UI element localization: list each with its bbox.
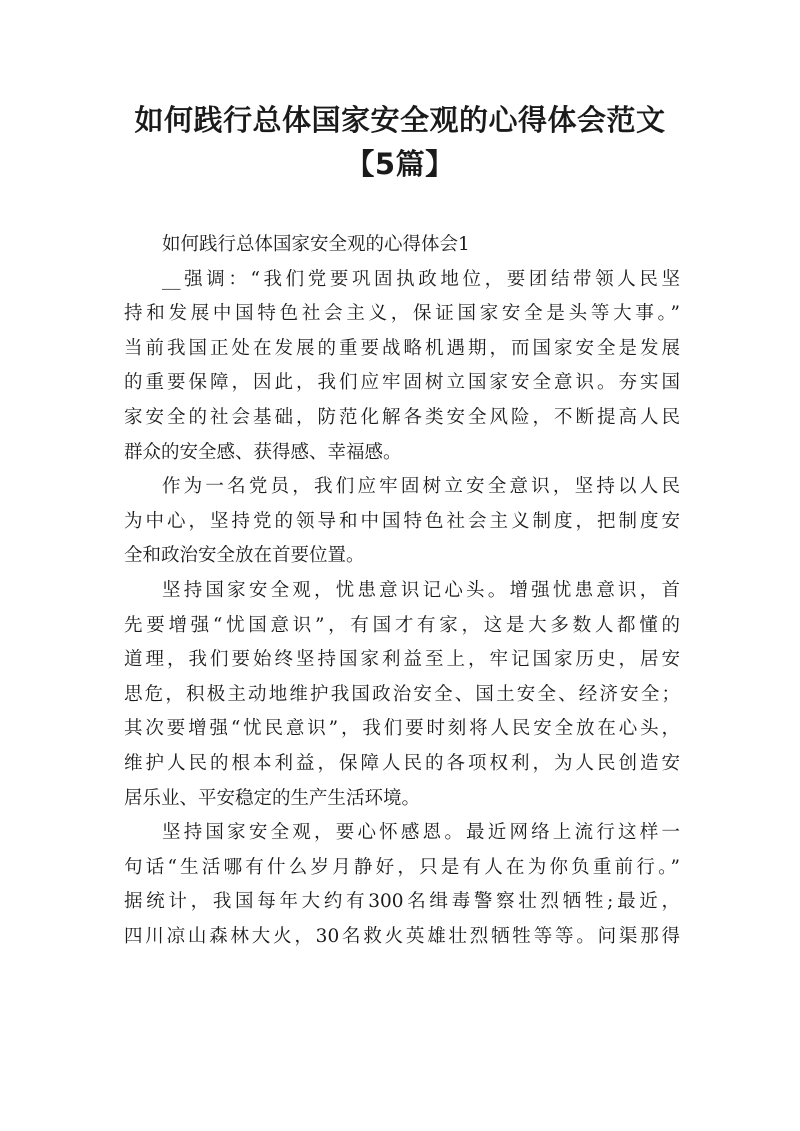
body-text-line: 居乐业、平安稳定的生产生活环境。 (124, 787, 421, 809)
body-text-line: 持和发展中国特色社会主义，保证国家安全是头等大事。” (124, 303, 680, 325)
body-text-line: 当前我国正处在发展的重要战略机遇期，而国家安全是发展 (124, 337, 680, 359)
body-text-line: 四川凉山森林大火，30名救火英雄壮烈牺牲等等。问渠那得 (124, 925, 680, 947)
body-text-line: __强调：“我们党要巩固执政地位，要团结带领人民坚 (162, 268, 680, 290)
body-text-line: 坚持国家安全观，忧患意识记心头。增强忧患意识，首 (162, 579, 680, 601)
body-text-line: 坚持国家安全观，要心怀感恩。最近网络上流行这样一 (162, 822, 680, 844)
body-text-line: 为中心，坚持党的领导和中国特色社会主义制度，把制度安 (124, 510, 680, 532)
body-text-line: 维护人民的根本利益，保障人民的各项权利，为人民创造安 (124, 752, 680, 774)
body-text-line: 全和政治安全放在首要位置。 (124, 545, 365, 567)
body-text-line: 句话“生活哪有什么岁月静好，只是有人在为你负重前行。” (124, 856, 680, 878)
body-text-line: 道理，我们要始终坚持国家利益至上，牢记国家历史，居安 (124, 649, 680, 671)
body-text-line: 群众的安全感、获得感、幸福感。 (124, 441, 402, 463)
document-title-line-1: 如何践行总体国家安全观的心得体会范文 (134, 103, 666, 137)
body-text-line: 据统计，我国每年大约有300名缉毒警察壮烈牺牲;最近， (124, 891, 680, 913)
body-text-line: 家安全的社会基础，防范化解各类安全风险，不断提高人民 (124, 406, 680, 428)
body-text-line: 先要增强“忧国意识”，有国才有家，这是大多数人都懂的 (124, 614, 680, 636)
body-text-line: 其次要增强“忧民意识”，我们要时刻将人民安全放在心头， (124, 718, 680, 740)
document-title (0, 98, 800, 186)
body-text-line: 思危，积极主动地维护我国政治安全、国土安全、经济安全； (124, 683, 680, 705)
body-text-line: 的重要保障，因此，我们应牢固树立国家安全意识。夯实国 (124, 372, 680, 394)
document-body (124, 228, 680, 954)
document-title-line-2: 【5篇】 (345, 147, 455, 181)
body-text-line: 如何践行总体国家安全观的心得体会1 (162, 234, 470, 255)
body-text-line: 作为一名党员，我们应牢固树立安全意识，坚持以人民 (162, 476, 680, 498)
